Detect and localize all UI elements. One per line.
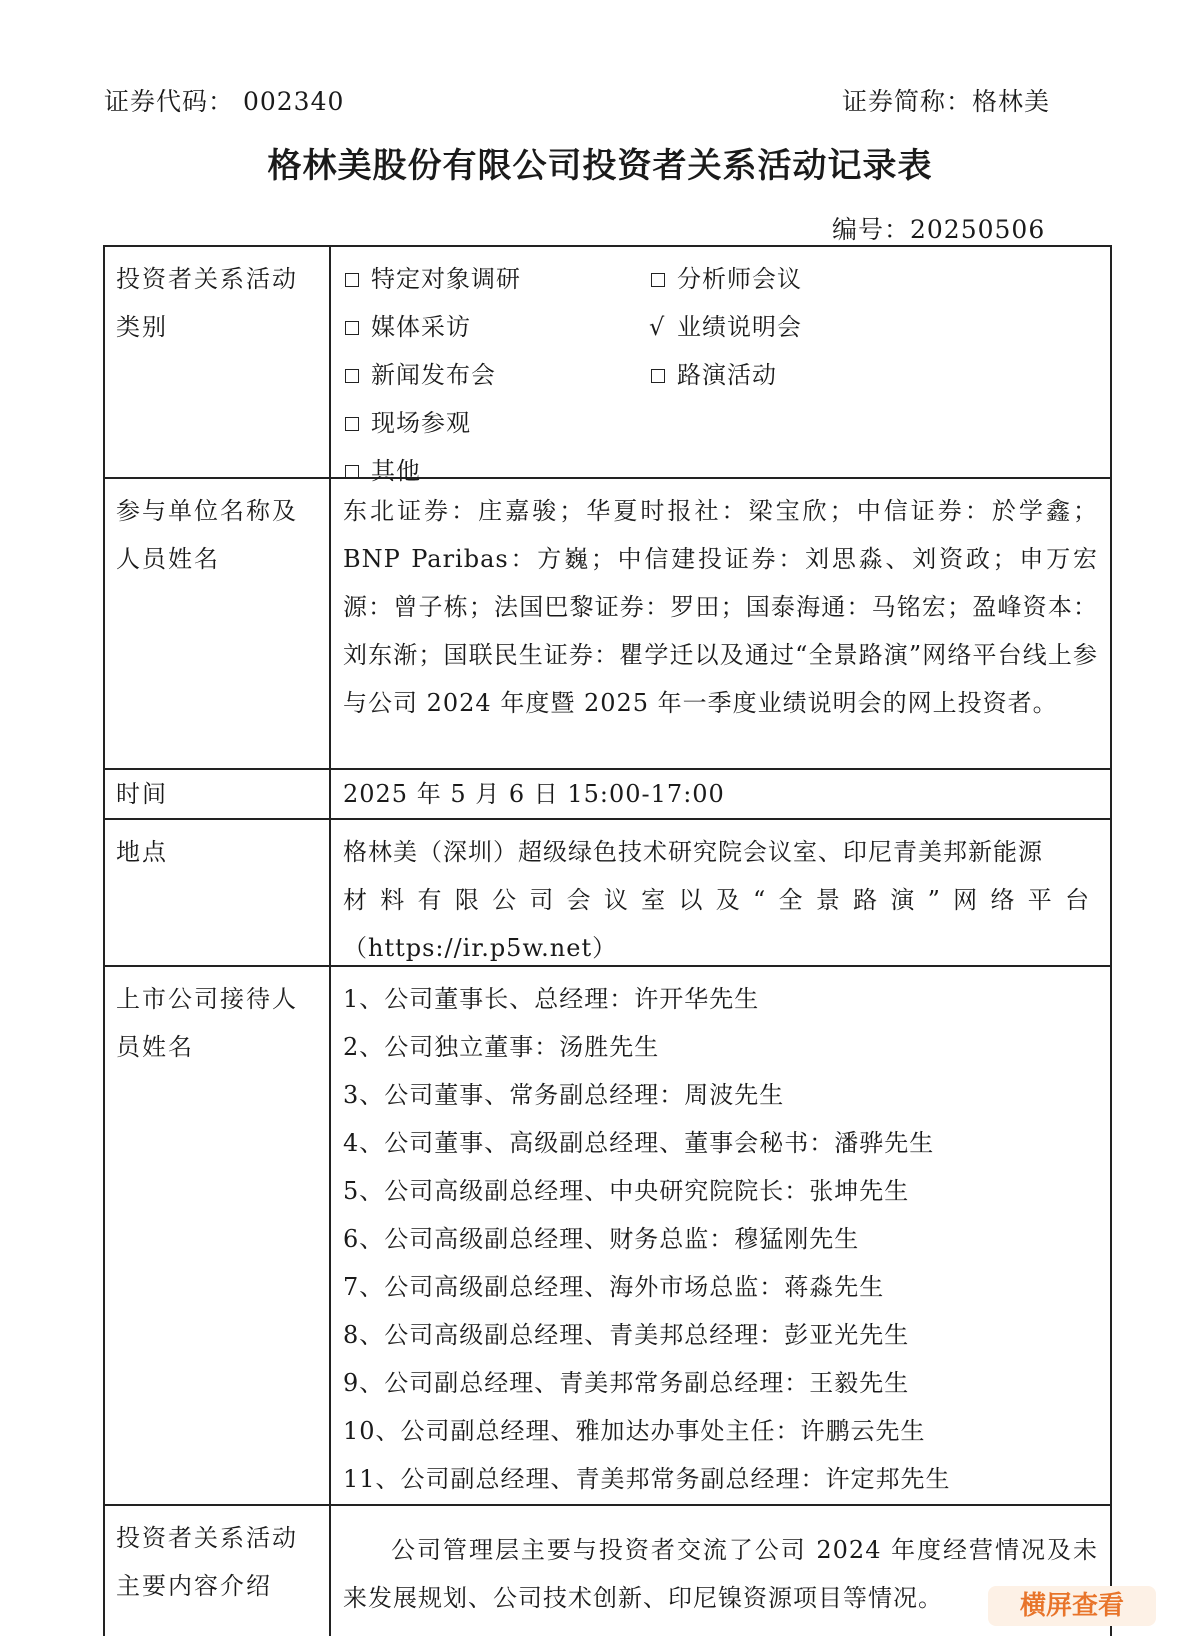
security-code: 证券代码： 002340	[104, 87, 345, 116]
time-text: 2025 年 5 月 6 日 15:00-17:00	[343, 780, 725, 808]
landscape-view-button[interactable]: 横屏查看	[988, 1586, 1156, 1626]
option-label: 媒体采访	[371, 313, 471, 341]
option-label: 新闻发布会	[371, 361, 496, 389]
list-item: 8、公司高级副总经理、青美邦总经理：彭亚光先生	[343, 1321, 910, 1349]
checkbox-icon	[345, 465, 359, 479]
time-value	[331, 770, 1110, 818]
option-label: 现场参观	[371, 409, 471, 437]
row-location	[105, 820, 1110, 967]
label-participants: 参与单位名称及人员姓名	[105, 479, 331, 768]
list-item: 3、公司董事、常务副总经理：周波先生	[343, 1081, 785, 1109]
list-item: 5、公司高级副总经理、中央研究院院长：张坤先生	[343, 1177, 910, 1205]
location-value	[331, 820, 1110, 965]
row-time	[105, 770, 1110, 820]
security-abbreviation: 证券简称：格林美	[842, 87, 1051, 116]
option-label: 特定对象调研	[371, 265, 521, 293]
option-label: 分析师会议	[677, 265, 802, 293]
list-item: 1、公司董事长、总经理：许开华先生	[343, 985, 760, 1013]
list-item: 11、公司副总经理、青美邦常务副总经理：许定邦先生	[343, 1465, 951, 1493]
option-earnings-briefing	[649, 303, 955, 351]
checkbox-icon	[345, 417, 359, 431]
checkbox-icon	[651, 369, 665, 383]
option-press-conference	[343, 351, 649, 399]
receptionists-list	[331, 967, 1110, 1504]
row-participants	[105, 479, 1110, 770]
option-label: 路演活动	[677, 361, 777, 389]
checkbox-icon	[345, 369, 359, 383]
list-item: 10、公司副总经理、雅加达办事处主任：许鹏云先生	[343, 1417, 926, 1445]
label-receptionists: 上市公司接待人员姓名	[105, 967, 331, 1504]
content-text: 公司管理层主要与投资者交流了公司 2024 年度经营情况及未来发展规划、公司技术创新、印尼镍资源项目等情况。	[343, 1536, 1098, 1612]
list-item: 7、公司高级副总经理、海外市场总监：蒋淼先生	[343, 1273, 885, 1301]
participants-text: 东北证券：庄嘉骏；华夏时报社：梁宝欣；中信证券：於学鑫；BNP Paribas：方巍；中信建投证券：刘思淼、刘资政；申万宏源：曾子栋；法国巴黎证券：罗田；国泰海通：马铭宏；盈峰资本：刘东渐；国联民生证券：瞿学迁以及通过“全景路演”网络平台线上参与公司 2024 年度暨 2025 年一季度业绩说明会的网上投资者。	[343, 497, 1098, 717]
option-roadshow	[649, 351, 955, 399]
option-specific-research	[343, 255, 649, 303]
row-receptionists	[105, 967, 1110, 1506]
label-content: 投资者关系活动主要内容介绍	[105, 1506, 331, 1636]
option-media-interview	[343, 303, 649, 351]
activity-record-table	[103, 245, 1112, 1636]
location-line-3: （https://ir.p5w.net）	[343, 934, 618, 962]
row-activity-category	[105, 247, 1110, 485]
row-content	[105, 1506, 1110, 1636]
label-location: 地点	[105, 820, 331, 965]
document-title: 格林美股份有限公司投资者关系活动记录表	[267, 146, 933, 186]
checkbox-icon	[345, 321, 359, 335]
label-activity-category: 投资者关系活动类别	[105, 247, 331, 477]
option-analyst-meeting	[649, 255, 955, 303]
list-item: 9、公司副总经理、青美邦常务副总经理：王毅先生	[343, 1369, 910, 1397]
list-item: 4、公司董事、高级副总经理、董事会秘书：潘骅先生	[343, 1129, 935, 1157]
list-item: 2、公司独立董事：汤胜先生	[343, 1033, 660, 1061]
label-time: 时间	[105, 770, 331, 818]
option-site-visit	[343, 399, 649, 447]
list-item: 6、公司高级副总经理、财务总监：穆猛刚先生	[343, 1225, 860, 1253]
checkbox-icon	[651, 273, 665, 287]
participants-value	[331, 479, 1110, 768]
option-label: 其他	[371, 457, 421, 485]
document-number: 编号：20250506	[832, 215, 1046, 244]
option-label: 业绩说明会	[677, 313, 802, 341]
category-options	[331, 247, 1110, 485]
checkbox-icon	[345, 273, 359, 287]
checkmark-icon: √	[649, 313, 666, 341]
location-line-2: 材料有限公司会议室以及“全景路演”网络平台	[343, 886, 1098, 914]
location-line-1: 格林美（深圳）超级绿色技术研究院会议室、印尼青美邦新能源	[343, 838, 1043, 866]
